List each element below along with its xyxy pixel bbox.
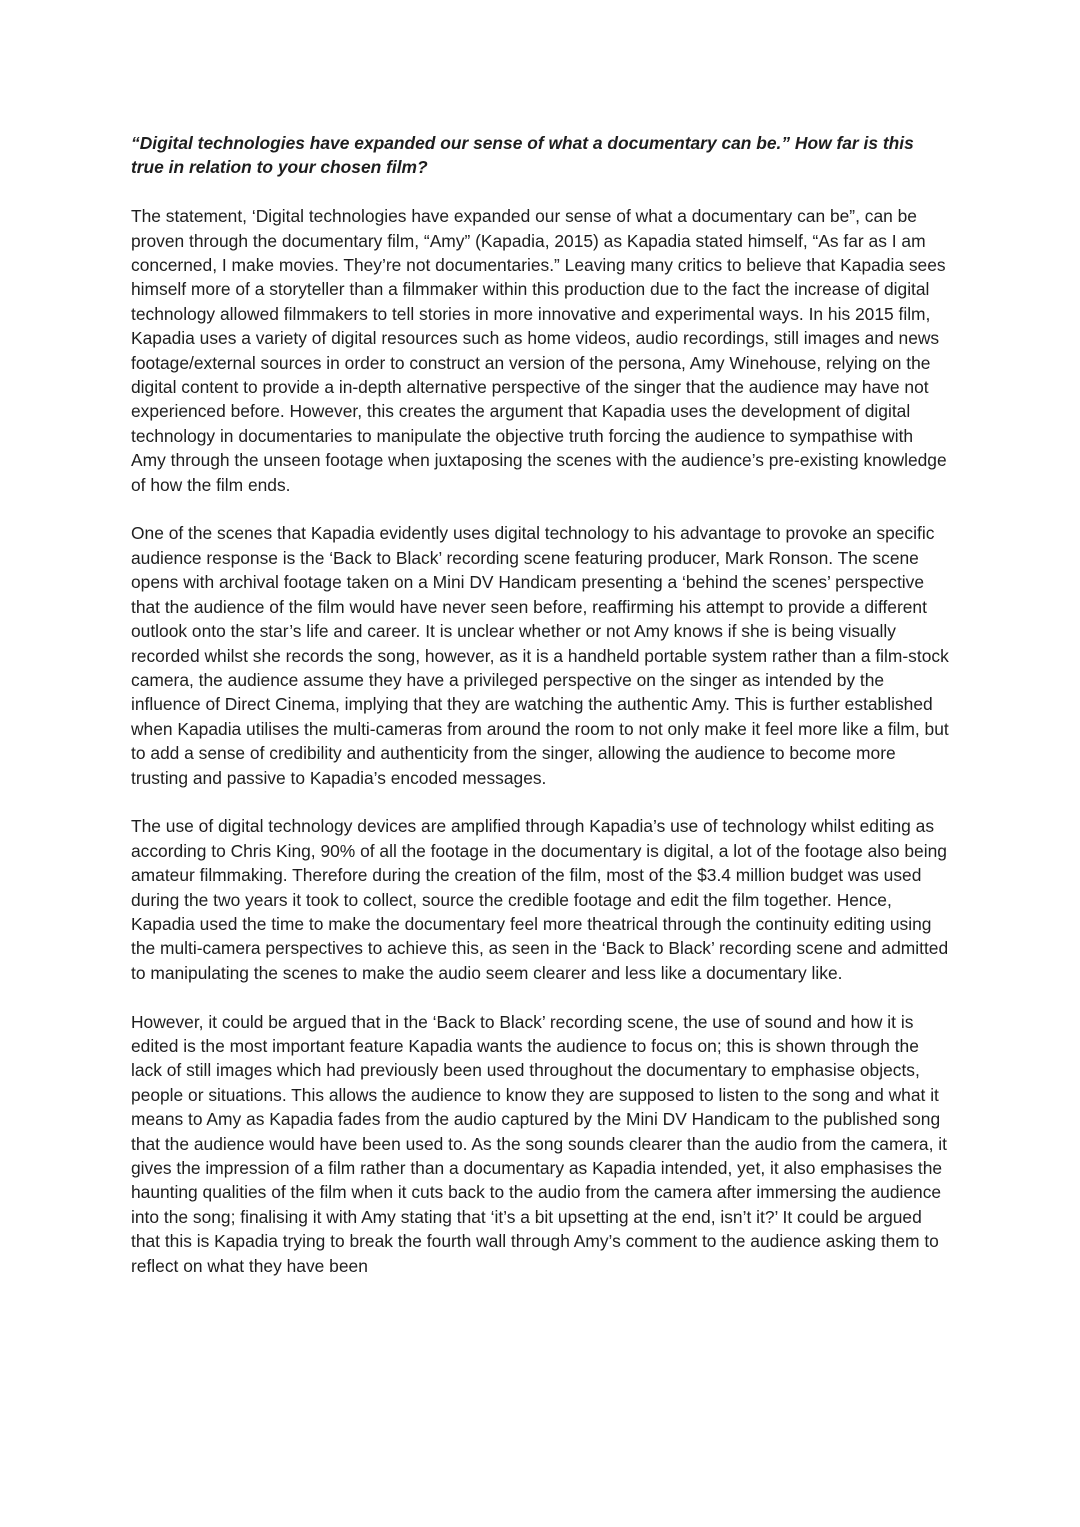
body-paragraph-3: The use of digital technology devices are amplified through Kapadia’s use of technology whilst editing as according to Chris King, 90% of all the footage in the documentary is digital, a lot of the footage also being amateur filmmaking. Therefore during the creation of the film, most of the $3.4 million budget was used during the two years it took to collect, source the credible footage and edit the film together. Hence, Kapadia used the time to make the documentary feel more theatrical through the continuity editing using the multi-camera perspectives to achieve this, as seen in the ‘Back to Black’ recording scene and admitted to manipulating the scenes to make the audio seem clearer and less like a documentary like.: [131, 816, 949, 983]
document-page: [131, 131, 951, 1278]
body-paragraph-2: One of the scenes that Kapadia evidently uses digital technology to his advantage to provoke an specific audience response is the ‘Back to Black’ recording scene featuring producer, Mark Ronson. The scene opens with archival footage taken on a Mini DV Handicam presenting a ‘behind the scenes’ perspective that the audience of the film would have never seen before, reaffirming his attempt to provide a different outlook onto the star’s life and career. It is unclear whether or not Amy knows if she is being visually recorded whilst she records the song, however, as it is a handheld portable system rather than a film-stock camera, the audience assume they have a privileged perspective on the singer as intended by the influence of Direct Cinema, implying that they are watching the authentic Amy. This is further established when Kapadia utilises the multi-cameras from around the room to not only make it feel more like a film, but to add a sense of credibility and authenticity from the singer, allowing the audience to become more trusting and passive to Kapadia’s encoded messages.: [131, 523, 949, 788]
body-paragraph-1: The statement, ‘Digital technologies have expanded our sense of what a documentary can be”, can be proven through the documentary film, “Amy” (Kapadia, 2015) as Kapadia stated himself, “As far as I am concerned, I make movies. They’re not documentaries.” Leaving many critics to believe that Kapadia sees himself more of a storyteller than a filmmaker within this production due to the fact the increase of digital technology allowed filmmakers to tell stories in more innovative and experimental ways. In his 2015 film, Kapadia uses a variety of digital resources such as home videos, audio recordings, still images and news footage/external sources in order to construct an version of the persona, Amy Winehouse, relying on the digital content to provide a in-depth alternative perspective of the singer that the audience may have not experienced before. However, this creates the argument that Kapadia uses the development of digital technology in documentaries to manipulate the objective truth forcing the audience to sympathise with Amy through the unseen footage when juxtaposing the scenes with the audience’s pre-existing knowledge of how the film ends.: [131, 206, 947, 495]
essay-question-title: “Digital technologies have expanded our sense of what a documentary can be.” How far is this true in relation to your chosen film?: [131, 133, 914, 178]
body-paragraph-4: However, it could be argued that in the ‘Back to Black’ recording scene, the use of sound and how it is edited is the most important feature Kapadia wants the audience to focus on; this is shown through the lack of still images which had previously been used throughout the documentary to emphasise objects, people or situations. This allows the audience to know they are supposed to listen to the song and what it means to Amy as Kapadia fades from the audio captured by the Mini DV Handicam to the published song that the audience would have been used to. As the song sounds clearer than the audio from the camera, it gives the impression of a film rather than a documentary as Kapadia intended, yet, it also emphasises the haunting qualities of the film when it cuts back to the audio from the camera after immersing the audience into the song; finalising it with Amy stating that ‘it’s a bit upsetting at the end, isn’t it?’ It could be argued that this is Kapadia trying to break the fourth wall through Amy’s comment to the audience asking them to reflect on what they have been: [131, 1011, 947, 1276]
